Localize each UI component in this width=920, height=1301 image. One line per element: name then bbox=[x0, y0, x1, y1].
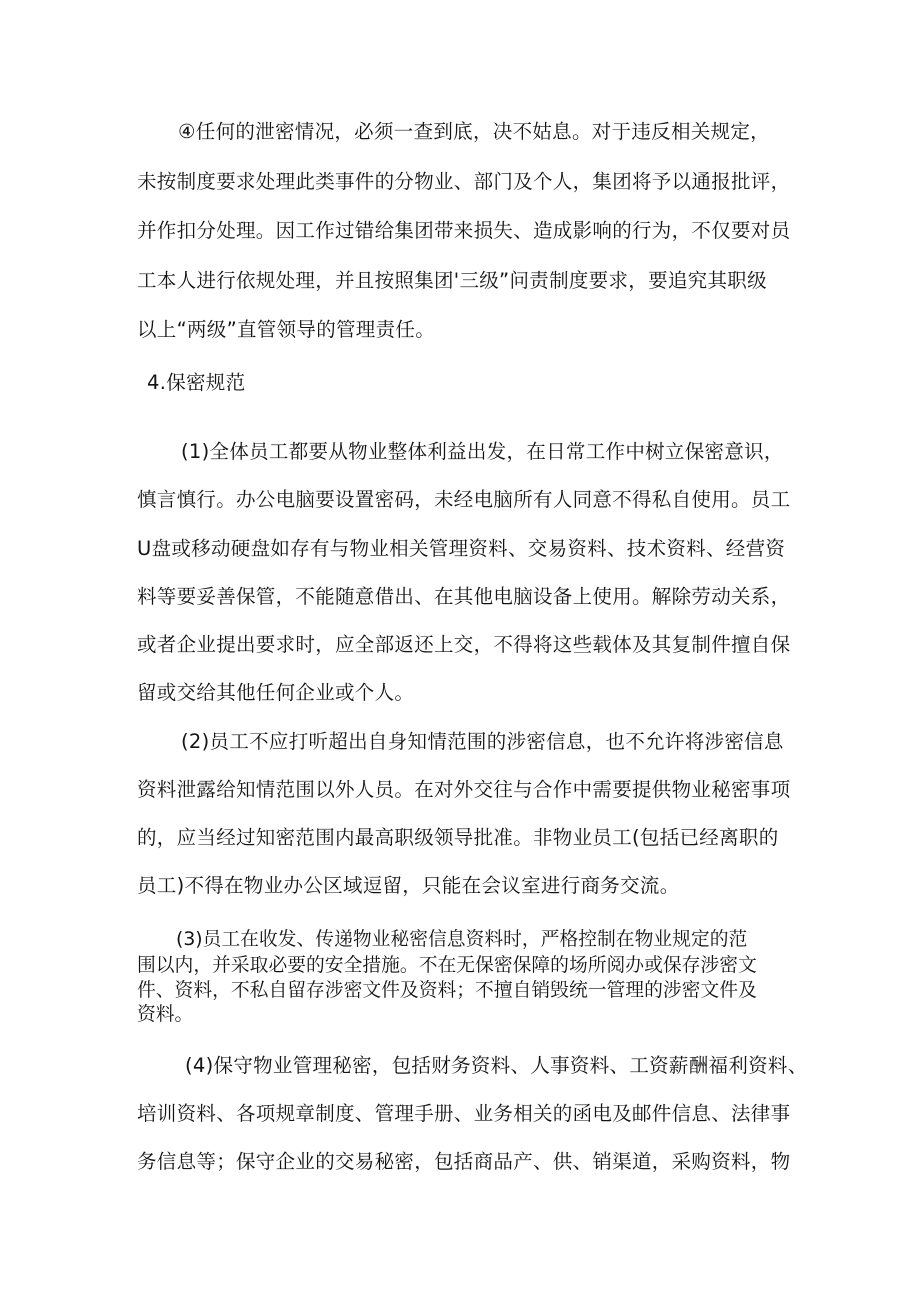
paragraph-line: ④任何的泄密情况，必须一查到底，决不姑息。对于违反相关规定， bbox=[178, 120, 770, 143]
paragraph-line: 件、资料，不私自留存涉密文件及资料；不擅自销毁统一管理的涉密文件及 bbox=[137, 980, 757, 1001]
paragraph-line: 慎言慎行。办公电脑要设置密码，未经电脑所有人同意不得私自使用。员工 bbox=[137, 488, 791, 511]
paragraph-line: 资料。 bbox=[137, 1004, 194, 1025]
paragraph-line: (4)保守物业管理秘密，包括财务资料、人事资料、工资薪酬福利资料、 bbox=[185, 1054, 808, 1077]
paragraph-line: 工本人进行依规处理，并且按照集团'三级”问责制度要求，要追究其职级 bbox=[137, 269, 767, 292]
paragraph-line: 务信息等；保守企业的交易秘密，包括商品产、供、销渠道，采购资料，物 bbox=[137, 1150, 791, 1173]
paragraph-line: 并作扣分处理。因工作过错给集团带来损失、造成影响的行为，不仅要对员 bbox=[137, 219, 791, 242]
paragraph-line: 的，应当经过知密范围内最高职级领导批准。非物业员工(包括已经离职的 bbox=[137, 826, 779, 849]
paragraph-line: 留或交给其他任何企业或个人。 bbox=[137, 681, 415, 704]
paragraph-line: 资料泄露给知情范围以外人员。在对外交往与合作中需要提供物业秘密事项 bbox=[137, 778, 791, 801]
paragraph-line: 培训资料、各项规章制度、管理手册、业务相关的函电及邮件信息、法律事 bbox=[137, 1102, 791, 1125]
paragraph-line: 或者企业提出要求时，应全部返还上交，不得将这些载体及其复制件擅自保 bbox=[137, 633, 791, 656]
section-heading: 4.保密规范 bbox=[147, 371, 246, 394]
paragraph-line: 未按制度要求处理此类事件的分物业、部门及个人，集团将予以通报批评， bbox=[137, 170, 791, 193]
paragraph-line: 以上“两级”直管领导的管理责任。 bbox=[137, 318, 436, 341]
paragraph-line: (2)员工不应打听超出自身知情范围的涉密信息，也不允许将涉密信息 bbox=[181, 730, 784, 753]
paragraph-line: (1)全体员工都要从物业整体利益出发，在日常工作中树立保密意识， bbox=[181, 440, 784, 463]
paragraph-line: 围以内，并采取必要的安全措施。不在无保密保障的场所阅办或保存涉密文 bbox=[137, 955, 757, 976]
paragraph-line: (3)员工在收发、传递物业秘密信息资料时，严格控制在物业规定的范 bbox=[176, 929, 748, 950]
paragraph-line: U盘或移动硬盘如存有与物业相关管理资料、交易资料、技术资料、经营资 bbox=[137, 537, 786, 560]
paragraph-line: 员工)不得在物业办公区域逗留，只能在会议室进行商务交流。 bbox=[137, 874, 680, 897]
paragraph-line: 料等要妥善保管，不能随意借出、在其他电脑设备上使用。解除劳动关系， bbox=[137, 585, 791, 608]
